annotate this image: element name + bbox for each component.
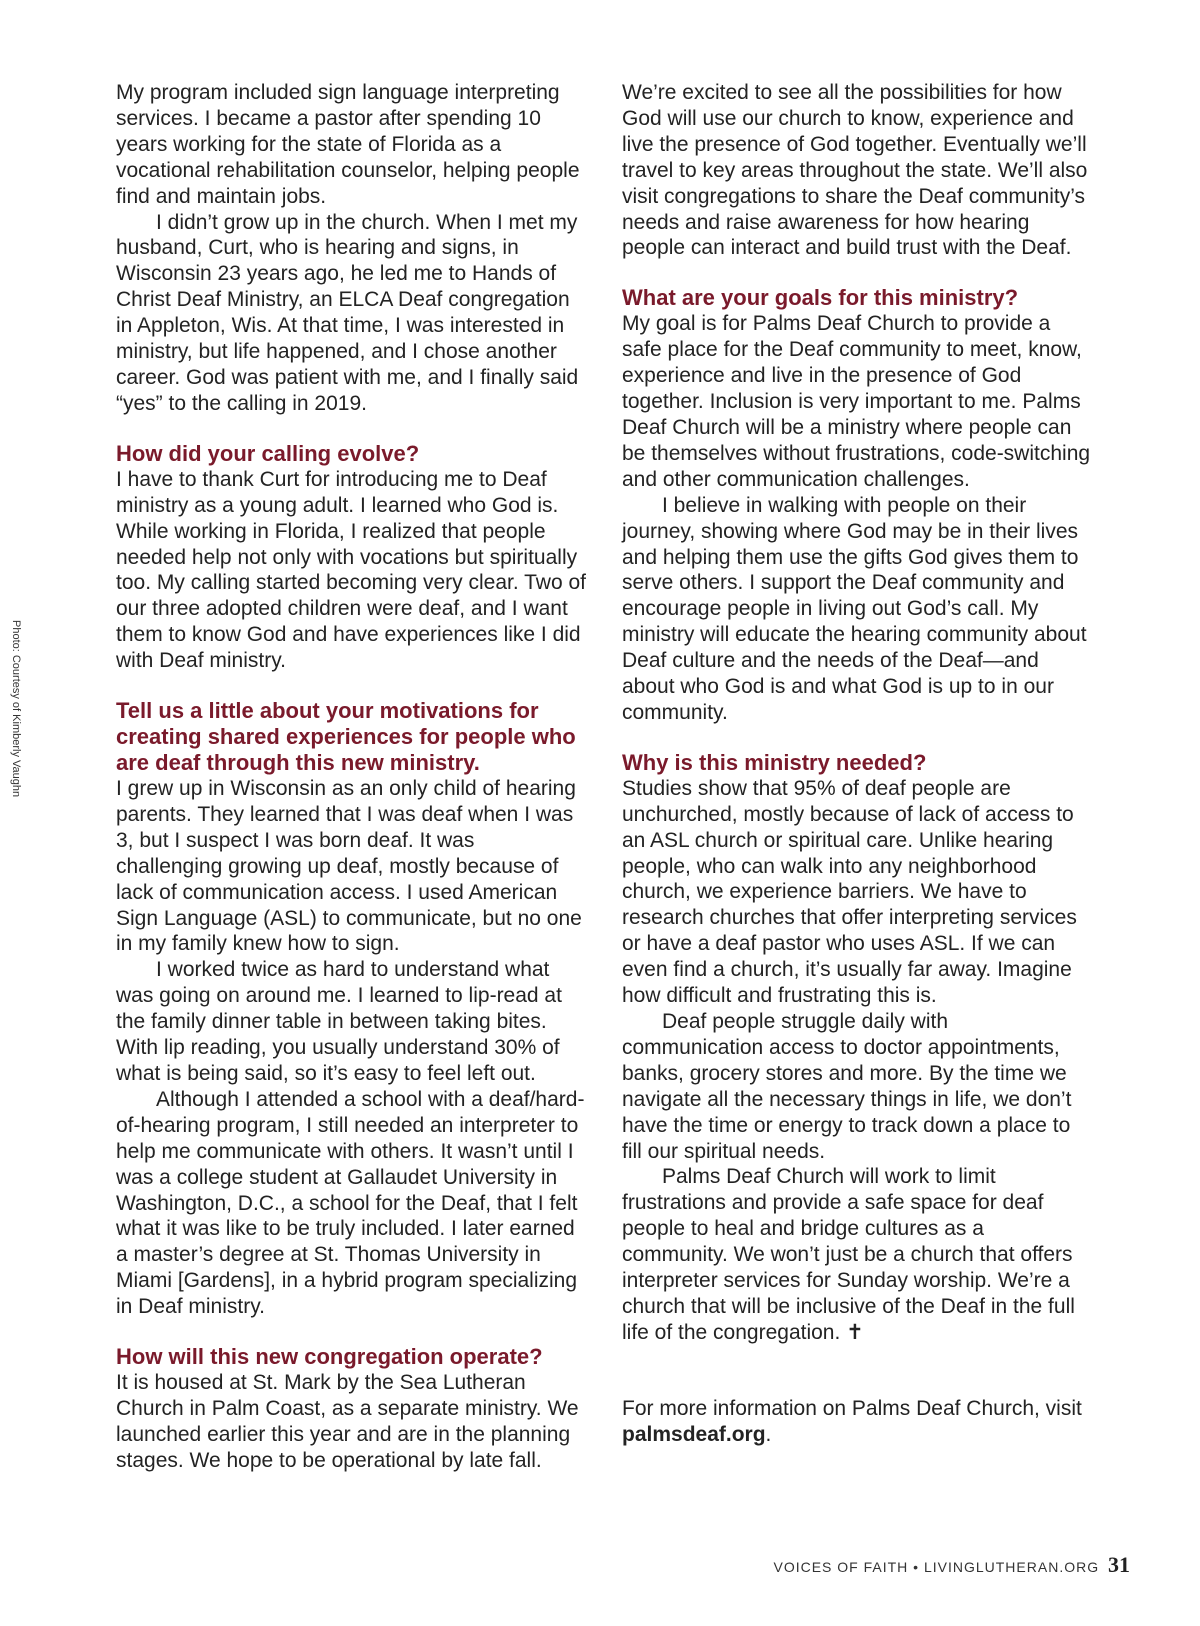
page-footer (773, 1552, 1130, 1578)
heading-goals: What are your goals for this ministry? (622, 285, 1019, 311)
heading-operate: How will this new congregation operate? (116, 1344, 543, 1370)
page-number: 31 (1108, 1552, 1130, 1577)
paragraph: Studies show that 95% of deaf people are unchurched, mostly because of lack of access to an ASL church or spiritual care. Unlike hearing people, who can walk into any neighborhood church, we experience barriers. We have to research churches that offer interpreting services or have a deaf pastor who uses ASL. If we can even find a church, it’s usually far away. Imagine how difficult and frustrating this is. (622, 776, 1077, 1008)
more-info-text: For more information on Palms Deaf Church, visit (622, 1396, 1082, 1420)
paragraph: We’re excited to see all the possibilities for how God will use our church to know, experience and live the presence of God together. Eventually we’ll travel to key areas throughout the state. We’ll also visit congregations to share the Deaf community’s needs and raise awareness for how hearing people can interact and build trust with the Deaf. (622, 81, 1088, 260)
paragraph: I didn’t grow up in the church. When I met my husband, Curt, who is hearing and signs, in Wisconsin 23 years ago, he led me to Hands of Christ Deaf Ministry, an ELCA Deaf congregation in Appleton, Wis. At that time, I was interested in ministry, but life happened, and I chose another career. God was patient with me, and I finally said “yes” to the calling in 2019. (116, 210, 579, 415)
paragraph: Although I attended a school with a deaf/hard-of-hearing program, I still needed an interpreter to help me communicate with others. It wasn’t until I was a college student at Gallaudet University in Washington, D.C., a school for the Deaf, that I felt what it was like to be truly included. I later earned a master’s degree at St. Thomas University in Miami [Gardens], in a hybrid program specializing in Deaf ministry. (116, 1087, 585, 1319)
footer-section: VOICES OF FAITH • LIVINGLUTHERAN.ORG (773, 1559, 1100, 1575)
paragraph: I worked twice as hard to understand what was going on around me. I learned to lip-read at the family dinner table in between taking bites. With lip reading, you usually understand 30% of what is being said, so it’s easy to feel left out. (116, 958, 562, 1085)
paragraph: I grew up in Wisconsin as an only child of hearing parents. They learned that I was deaf when I was 3, but I suspect I was born deaf. It was challenging growing up deaf, mostly because of lack of communication access. I used American Sign Language (ASL) to communicate, but no one in my family knew how to sign. (116, 777, 582, 956)
photo-credit: Photo: Courtesy of Kimberly Vaughn (10, 620, 22, 798)
paragraph: My program included sign language interpreting services. I became a pastor after spending 10 years working for the state of Florida as a vocational rehabilitation counselor, helping people find and maintain jobs. (116, 81, 580, 208)
heading-needed: Why is this ministry needed? (622, 749, 927, 775)
heading-calling: How did your calling evolve? (116, 440, 420, 466)
paragraph: I have to thank Curt for introducing me to Deaf ministry as a young adult. I learned who God is. While working in Florida, I realized that people needed help not only with vocations but spiritually too. My calling started becoming very clear. Two of our three adopted children were deaf, and I want them to know God and have experiences like I did with Deaf ministry. (116, 467, 586, 673)
left-column (116, 80, 586, 1474)
right-column (622, 80, 1092, 1448)
more-info (622, 1396, 1092, 1448)
paragraph: It is housed at St. Mark by the Sea Lutheran Church in Palm Coast, as a separate ministry. We launched earlier this year and are in the planning stages. We hope to be operational by late fall. (116, 1371, 579, 1472)
cross-icon: ✝ (846, 1320, 864, 1344)
website-link[interactable]: palmsdeaf.org (622, 1422, 766, 1446)
paragraph-text: Palms Deaf Church will work to limit frustrations and provide a safe space for deaf people to heal and bridge cultures as a community. We won’t just be a church that offers interpreter services for Sunday worship. We’re a church that will be inclusive of the Deaf in the full life of the congregation. (622, 1165, 1075, 1344)
heading-motivations: Tell us a little about your motivations for creating shared experiences for people who are deaf through this new ministry. (116, 698, 576, 776)
more-info-period: . (765, 1422, 772, 1446)
paragraph-final (622, 1164, 1092, 1345)
paragraph: My goal is for Palms Deaf Church to provide a safe place for the Deaf community to meet, know, experience and live in the presence of God together. Inclusion is very important to me. Palms Deaf Church will be a ministry where people can be themselves without frustrations, code-switching and other communication challenges. (622, 312, 1091, 491)
paragraph: I believe in walking with people on their journey, showing where God may be in their lives and helping them use the gifts God gives them to serve others. I support the Deaf community and encourage people in living out God’s call. My ministry will educate the hearing community about Deaf culture and the needs of the Deaf—and about who God is and what God is up to in our community. (622, 493, 1087, 724)
paragraph: Deaf people struggle daily with communication access to doctor appointments, banks, grocery stores and more. By the time we navigate all the necessary things in life, we don’t have the time or energy to track down a place to fill our spiritual needs. (622, 1010, 1072, 1163)
